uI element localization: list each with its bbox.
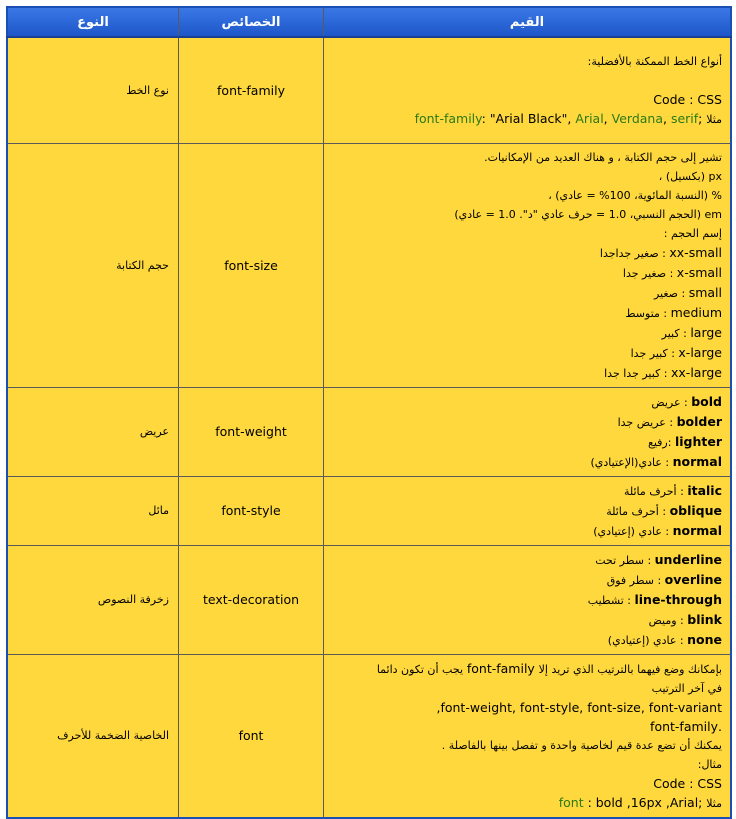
- row-font-style: [7, 476, 731, 545]
- weight-item: bolder : عريض جدا: [617, 413, 722, 429]
- size-item: large : كبير: [661, 324, 722, 340]
- value-line: يمكنك أن تضع عدة قيم لخاصية واحدة و تفصل بينها بالفاصلة .: [441, 738, 722, 752]
- style-item: italic : أحرف مائلة: [623, 482, 722, 498]
- header-values: القيم: [324, 7, 732, 37]
- weight-item: bold : عريض: [651, 393, 722, 409]
- code-example: [332, 109, 722, 129]
- style-item: normal : عادي (إعتيادي): [593, 522, 722, 538]
- type-cell: زخرفة النصوص: [7, 545, 179, 654]
- decoration-item: none : عادي (إعتيادي): [607, 631, 722, 647]
- size-item: x-large : كبير جدا: [630, 344, 722, 360]
- value-line: في آخر الترتيب: [651, 681, 722, 695]
- value-line: مثال:: [697, 757, 722, 771]
- weight-item: lighter :رفيع: [648, 433, 722, 449]
- type-cell: عريض: [7, 387, 179, 476]
- value-line: font-weight, font-style, font-size, font-variant,: [436, 699, 722, 715]
- type-cell: حجم الكتابة: [7, 143, 179, 387]
- header-type: النوع: [7, 7, 179, 37]
- type-cell: نوع الخط: [7, 37, 179, 143]
- size-item: xx-large : كبير جدا جدا: [604, 364, 722, 380]
- header-properties: الخصائص: [179, 7, 324, 37]
- type-cell: مائل: [7, 476, 179, 545]
- decoration-item: overline : سطر فوق: [606, 571, 722, 587]
- example-label: مثلا: [706, 112, 722, 126]
- value-line: % (النسبة المائوية، 100% = عادي) ،: [548, 188, 722, 202]
- values-cell: [324, 387, 732, 476]
- value-line: px (بكسيل) ،: [658, 169, 722, 183]
- value-line: em (الحجم النسبي، 1.0 = حرف عادي "د". 1.0 = عادي): [454, 207, 722, 221]
- decoration-item: blink : وميض: [648, 611, 722, 627]
- property-cell: font: [179, 654, 324, 818]
- code-label: Code : CSS: [653, 91, 722, 107]
- size-item: xx-small : صغير جداجدا: [599, 244, 722, 260]
- value-line: بإمكانك وضع فيهما بالترتيب الذي تريد إلا font-family يجب أن تكون دائما: [376, 660, 722, 676]
- values-cell: [324, 654, 732, 818]
- property-cell: font-family: [179, 37, 324, 143]
- value-description: أنواع الخط الممكنة بالأفضلية:: [587, 54, 722, 68]
- example-code: font : bold ,16px ,Arial;: [558, 794, 703, 810]
- values-cell: [324, 545, 732, 654]
- css-properties-table: [6, 6, 732, 819]
- size-item: small : صغير: [653, 284, 722, 300]
- size-item: x-small : صغير جدا: [622, 264, 722, 280]
- values-cell: [324, 37, 732, 143]
- decoration-item: underline : سطر تحت: [595, 551, 722, 567]
- type-cell: الخاصية الضخمة للأحرف: [7, 654, 179, 818]
- weight-item: normal : عادي(الإعتيادي): [590, 453, 722, 469]
- row-text-decoration: [7, 545, 731, 654]
- property-cell: font-size: [179, 143, 324, 387]
- value-line: .font-family: [650, 718, 722, 734]
- property-cell: font-weight: [179, 387, 324, 476]
- size-item: medium : متوسط: [625, 304, 722, 320]
- row-font: [7, 654, 731, 818]
- value-line: تشير إلى حجم الكتابة ، و هناك العديد من الإمكانيات.: [484, 150, 722, 164]
- values-cell: [324, 143, 732, 387]
- decoration-item: line-through : تشطيب: [587, 591, 722, 607]
- example-label: مثلا: [706, 796, 722, 810]
- header-row: [7, 7, 731, 37]
- code-label: Code : CSS: [653, 775, 722, 791]
- style-item: oblique : أحرف مائلة: [606, 502, 722, 518]
- row-font-size: [7, 143, 731, 387]
- values-cell: [324, 476, 732, 545]
- spacer: [332, 71, 722, 90]
- row-font-family: [7, 37, 731, 143]
- example-code: font-family: "Arial Black", Arial, Verdana, serif;: [414, 110, 703, 126]
- property-cell: font-style: [179, 476, 324, 545]
- value-line: إسم الحجم :: [663, 226, 722, 240]
- row-font-weight: [7, 387, 731, 476]
- property-cell: text-decoration: [179, 545, 324, 654]
